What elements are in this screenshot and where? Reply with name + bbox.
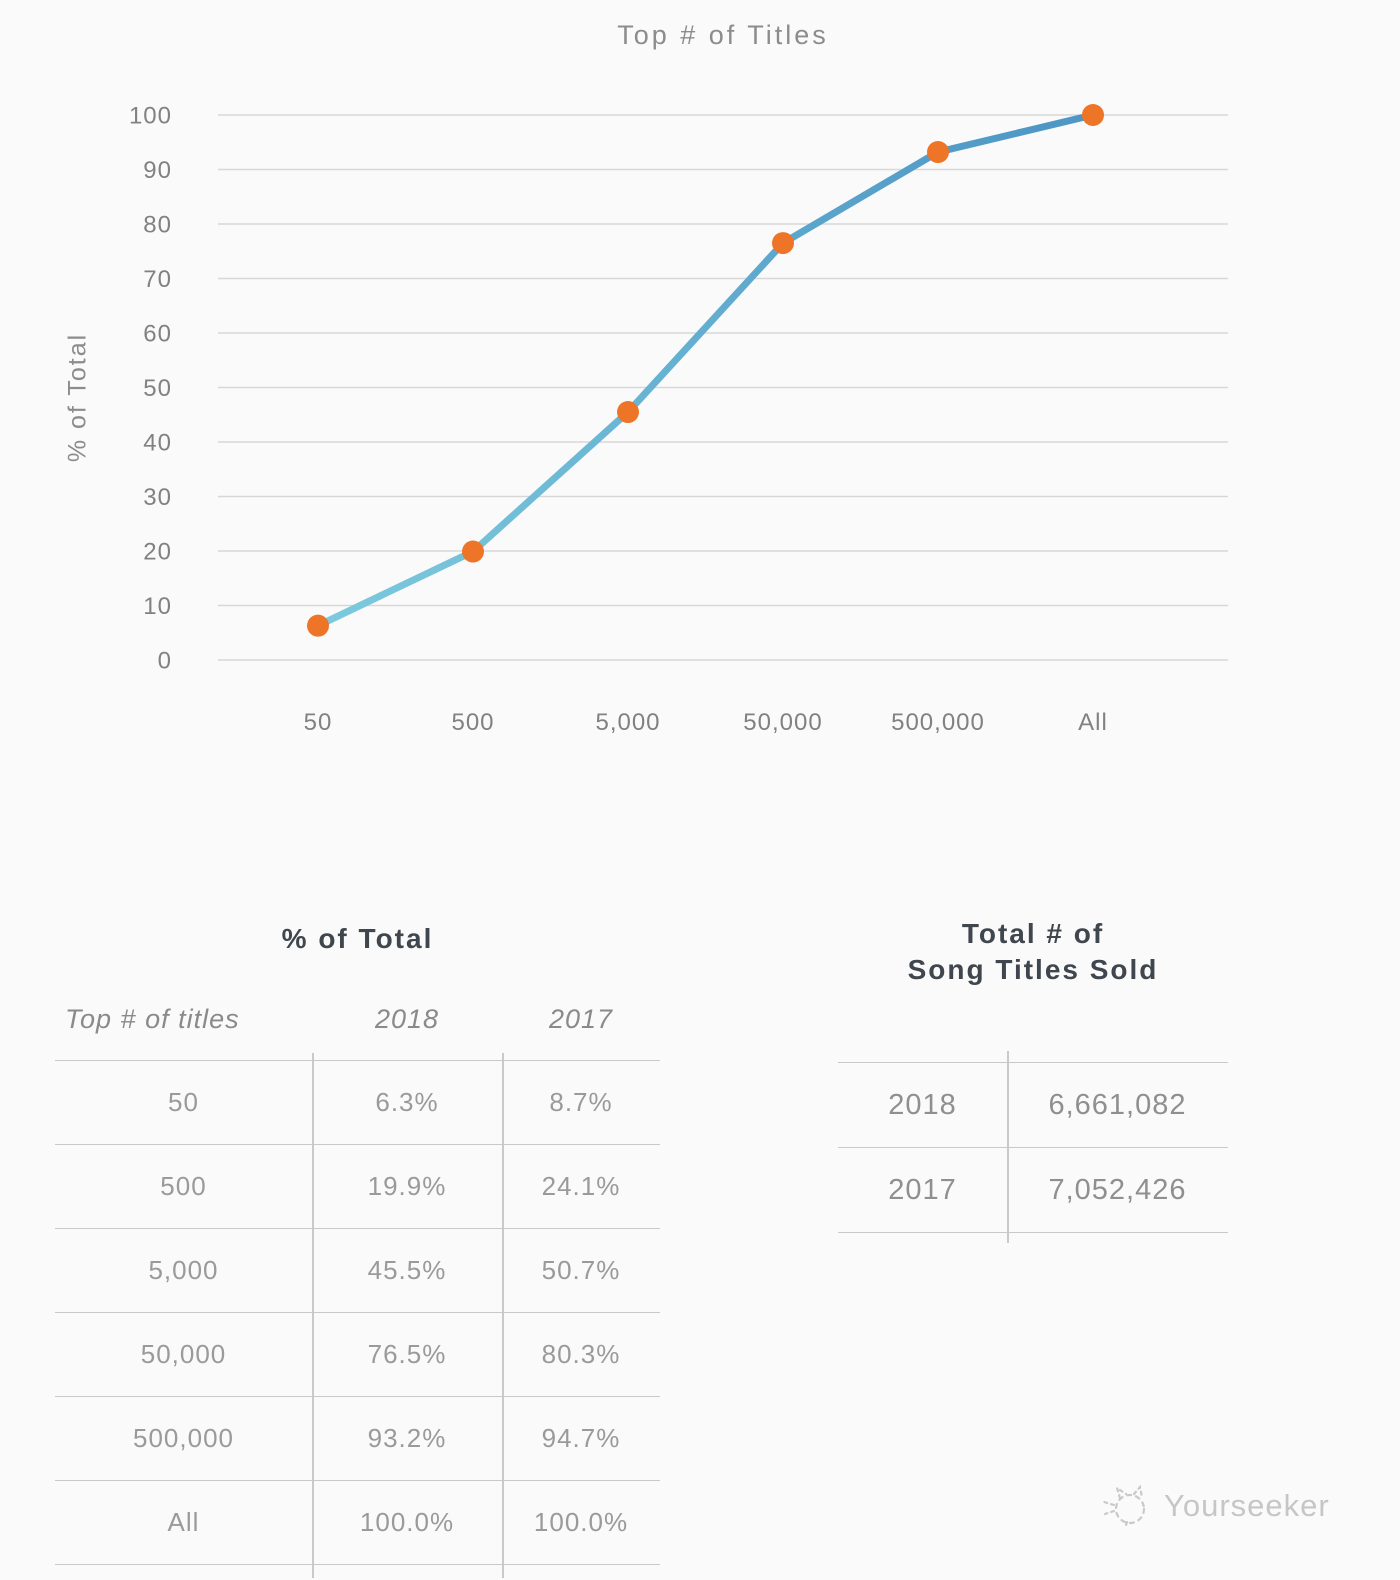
cat-doodle-icon: [1100, 1478, 1156, 1534]
table-row: [55, 1480, 660, 1565]
svg-text:70: 70: [143, 265, 172, 293]
value-2017: 8.7%: [549, 1087, 613, 1117]
row-label: 5,000: [148, 1255, 219, 1285]
value-2018: 100.0%: [359, 1507, 455, 1537]
pct-header-top-titles: Top # of titles: [65, 1004, 240, 1034]
row-label: 500,000: [133, 1423, 234, 1453]
watermark: [1100, 1478, 1330, 1534]
table-row: [55, 1060, 660, 1144]
year-label: 2018: [888, 1088, 957, 1121]
row-label: 50: [168, 1087, 199, 1117]
svg-text:500: 500: [451, 709, 495, 736]
y-axis-title: % of Total: [63, 332, 92, 463]
sold-table-title: [838, 916, 1228, 988]
row-label: 50,000: [140, 1339, 227, 1369]
svg-text:10: 10: [143, 592, 172, 620]
svg-text:50: 50: [143, 374, 172, 402]
sold-table-divider: [1007, 1051, 1009, 1243]
row-label: All: [167, 1507, 200, 1537]
svg-text:0: 0: [157, 647, 172, 675]
svg-text:5,000: 5,000: [595, 709, 661, 736]
pct-table-divider-1: [312, 1053, 314, 1578]
table-row: [838, 1147, 1228, 1233]
svg-text:80: 80: [143, 211, 172, 239]
value-2018: 93.2%: [367, 1423, 447, 1453]
value-2017: 50.7%: [541, 1255, 621, 1285]
pct-table-header-row: [55, 1000, 660, 1044]
pct-table-divider-2: [502, 1053, 504, 1578]
table-row: [55, 1144, 660, 1228]
value-2018: 19.9%: [367, 1171, 447, 1201]
svg-text:90: 90: [143, 156, 172, 184]
svg-text:50: 50: [303, 709, 333, 736]
sold-table: [838, 1062, 1228, 1233]
svg-text:30: 30: [143, 483, 172, 511]
svg-text:500,000: 500,000: [891, 709, 985, 736]
row-label: 500: [160, 1171, 207, 1201]
svg-text:50,000: 50,000: [743, 709, 823, 736]
value-2018: 45.5%: [367, 1255, 447, 1285]
table-row: [838, 1062, 1228, 1147]
table-row: [55, 1228, 660, 1312]
value-2017: 80.3%: [541, 1339, 621, 1369]
svg-text:40: 40: [143, 429, 172, 457]
titles-sold-value: 6,661,082: [1048, 1088, 1187, 1121]
value-2017: 24.1%: [541, 1171, 621, 1201]
sold-table-title-line1: Total # of: [961, 918, 1105, 949]
sold-table-title-line2: Song Titles Sold: [907, 954, 1159, 985]
svg-text:20: 20: [143, 538, 172, 566]
chart-title: Top # of Titles: [617, 20, 829, 50]
pct-table: [55, 1060, 660, 1565]
year-label: 2017: [888, 1173, 957, 1206]
svg-text:All: All: [1078, 709, 1108, 736]
watermark-label: Yourseeker: [1164, 1488, 1330, 1523]
svg-text:60: 60: [143, 320, 172, 348]
table-row: [55, 1396, 660, 1480]
pct-header-2017: 2017: [548, 1004, 614, 1034]
titles-sold-value: 7,052,426: [1048, 1173, 1187, 1206]
value-2017: 100.0%: [533, 1507, 629, 1537]
value-2017: 94.7%: [541, 1423, 621, 1453]
value-2018: 6.3%: [375, 1087, 439, 1117]
svg-text:100: 100: [128, 102, 172, 130]
value-2018: 76.5%: [367, 1339, 447, 1369]
pct-table-title: % of Total: [281, 923, 434, 954]
table-row: [55, 1312, 660, 1396]
pct-header-2018: 2018: [374, 1004, 440, 1034]
